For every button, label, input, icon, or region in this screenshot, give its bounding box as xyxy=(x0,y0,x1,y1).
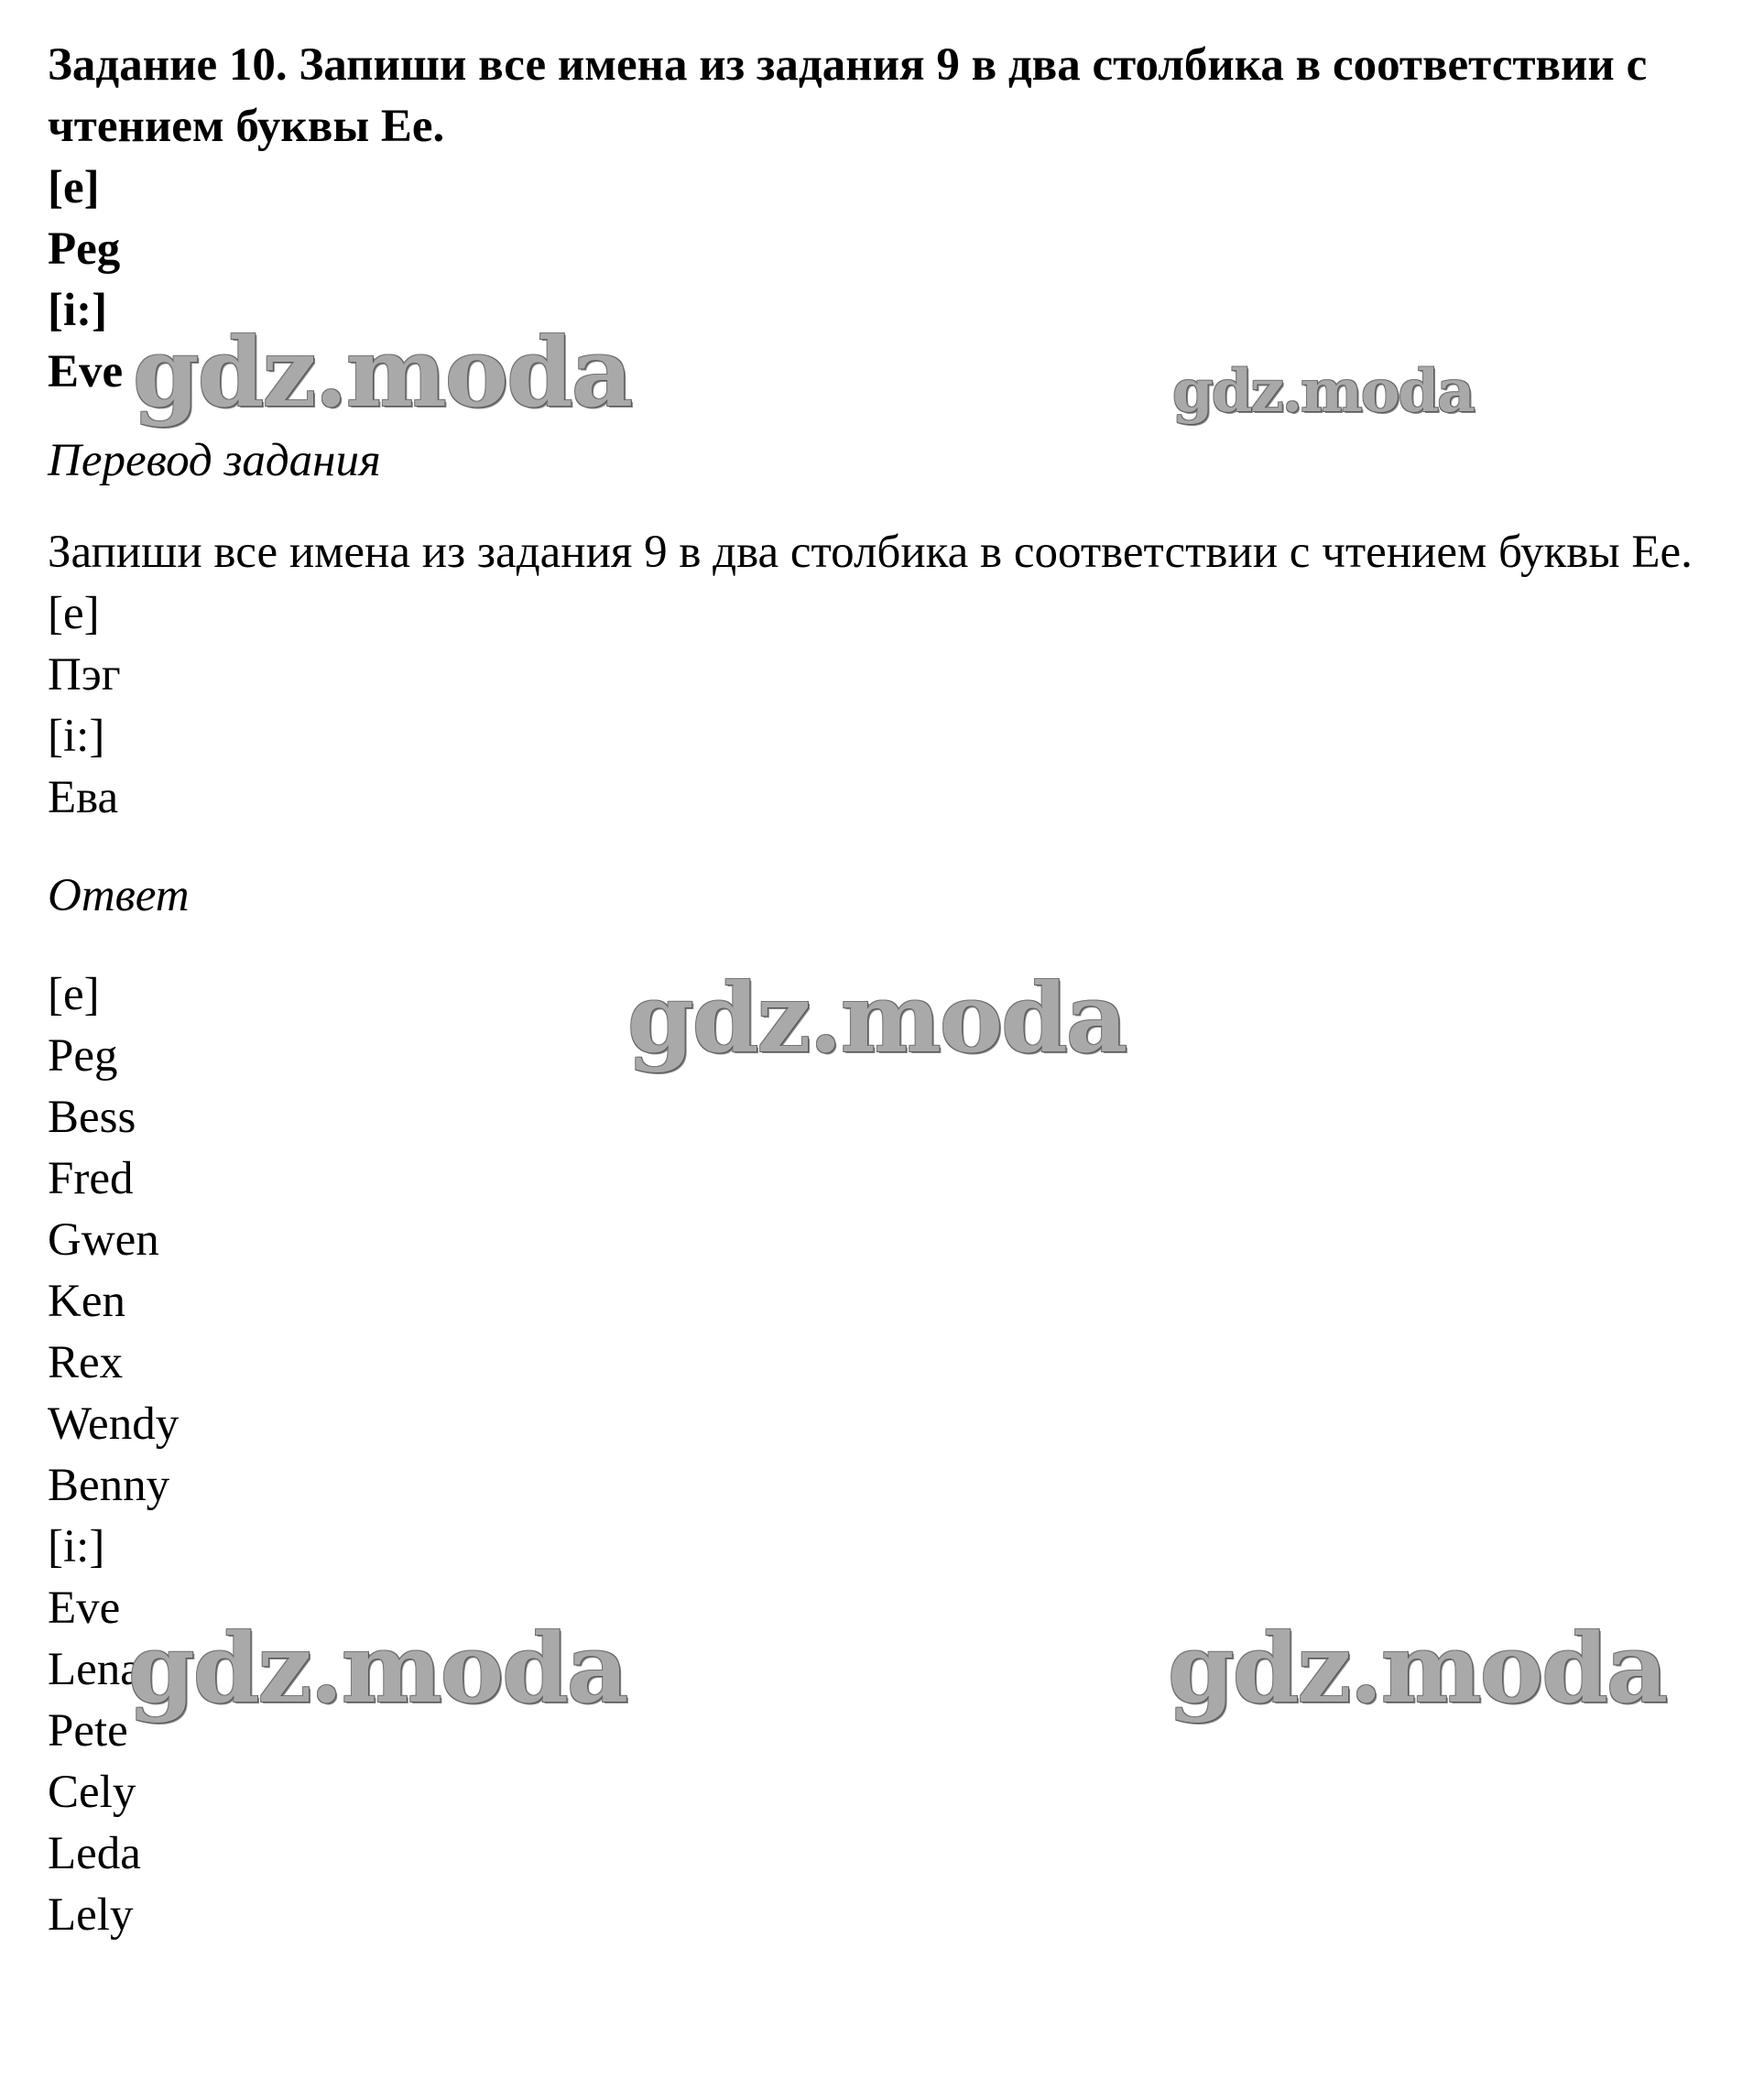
watermark: gdz.moda xyxy=(1172,357,1474,426)
answer-line: Leda xyxy=(48,1828,141,1879)
task-line: Peg xyxy=(48,223,121,275)
task-title: Задание 10. Запиши все имена из задания 9 в два столбика в соответствии с чтением буквы Ee. xyxy=(48,39,1648,152)
answer-line: Bess xyxy=(48,1092,136,1143)
answer-line: Rex xyxy=(48,1337,124,1388)
answer-line: Lely xyxy=(48,1889,134,1941)
watermark: gdz.moda xyxy=(627,962,1127,1074)
answer-line: Peg xyxy=(48,1030,118,1082)
answer-line: Fred xyxy=(48,1153,134,1204)
answer-line: Pete xyxy=(48,1705,128,1757)
watermark: gdz.moda xyxy=(133,316,632,429)
answer-line: Ken xyxy=(48,1276,125,1327)
translation-text: Запиши все имена из задания 9 в два столбика в соответствии с чтением буквы Ee. xyxy=(48,527,1693,578)
translation-line: [i:] xyxy=(48,711,105,762)
translation-line: [e] xyxy=(48,588,100,639)
translation-line: Ева xyxy=(48,772,119,823)
answer-line: Gwen xyxy=(48,1214,159,1266)
answer-line: Eve xyxy=(48,1583,121,1634)
answer-label: Ответ xyxy=(48,870,190,921)
answer-line: Lena xyxy=(48,1644,141,1695)
translation-line: Пэг xyxy=(48,649,121,701)
answer-list xyxy=(48,964,1715,1946)
task-line: [i:] xyxy=(48,285,108,336)
answer-line: Cely xyxy=(48,1767,136,1818)
translation-label: Перевод задания xyxy=(48,435,381,486)
answer-line: Benny xyxy=(48,1460,170,1511)
answer-line: Wendy xyxy=(48,1398,180,1450)
task-line: [e] xyxy=(48,162,100,213)
watermark: gdz.moda xyxy=(1168,1612,1667,1725)
answer-line: [e] xyxy=(48,969,100,1020)
watermark: gdz.moda xyxy=(128,1612,627,1725)
task-line: Eve xyxy=(48,346,124,397)
answer-line: [i:] xyxy=(48,1521,105,1572)
